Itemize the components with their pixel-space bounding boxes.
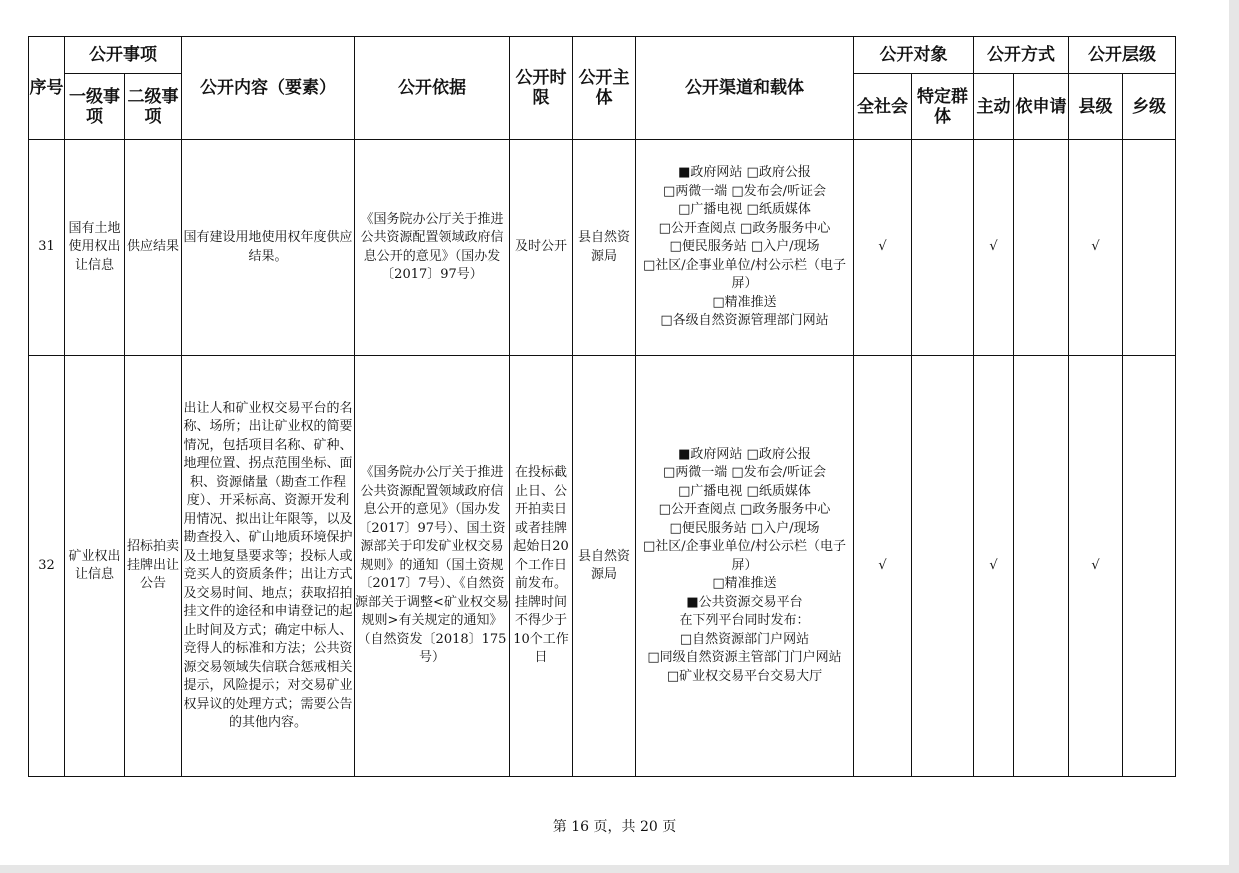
channel-item: □社区/企事业单位/村公示栏（电子屏） (642, 257, 847, 292)
header-target-specific: 特定群体 (912, 74, 974, 140)
table-row (29, 356, 1176, 777)
channel-item: □矿业权交易平台交易大厅 (666, 668, 823, 684)
channel-item: □精准推送 (712, 576, 777, 592)
row-time-limit: 在投标截止日、公开拍卖日或者挂牌起始日20个工作日前发布。挂牌时间不得少于10个工作日 (510, 356, 573, 777)
row-level-town (1123, 356, 1176, 777)
row-level2: 供应结果 (125, 140, 182, 356)
row-subject: 县自然资源局 (573, 356, 636, 777)
channel-item: □精准推送 (712, 294, 777, 310)
row-level2: 招标拍卖挂牌出让公告 (125, 356, 182, 777)
header-subject: 公开主体 (573, 37, 636, 140)
channel-item: □各级自然资源管理部门网站 (660, 313, 829, 329)
row-method-active: √ (974, 140, 1014, 356)
row-content: 国有建设用地使用权年度供应结果。 (182, 140, 355, 356)
row-method-apply (1014, 356, 1069, 777)
channel-item: □便民服务站 □入户/现场 (669, 239, 820, 255)
channel-item: 在下列平台同时发布： (679, 613, 810, 629)
header-method-active: 主动 (974, 74, 1014, 140)
row-method-active: √ (974, 356, 1014, 777)
row-channels (636, 140, 854, 356)
row-level-county: √ (1069, 140, 1123, 356)
header-matter: 公开事项 (65, 37, 182, 74)
row-seq: 31 (29, 140, 65, 356)
header-level-county: 县级 (1069, 74, 1123, 140)
row-basis: 《国务院办公厅关于推进公共资源配置领域政府信息公开的意见》（国办发〔2017〕97号） (355, 140, 510, 356)
row-level-town (1123, 140, 1176, 356)
channel-item: □公开查阅点 □政务服务中心 (658, 220, 831, 236)
row-subject: 县自然资源局 (573, 140, 636, 356)
channel-item: □两微一端 □发布会/听证会 (662, 183, 827, 199)
row-time-limit: 及时公开 (510, 140, 573, 356)
row-target-all: √ (854, 356, 912, 777)
header-content: 公开内容（要素） (182, 37, 355, 140)
header-method: 公开方式 (974, 37, 1069, 74)
header-seq: 序号 (29, 37, 65, 140)
channel-item: ■政府网站 □政府公报 (678, 446, 811, 462)
disclosure-table (28, 36, 1176, 777)
channel-item: □广播电视 □纸质媒体 (678, 483, 811, 499)
header-time-limit: 公开时限 (510, 37, 573, 140)
channel-item: □广播电视 □纸质媒体 (678, 202, 811, 218)
channel-item: □同级自然资源主管部门门户网站 (647, 650, 842, 666)
channel-item: □两微一端 □发布会/听证会 (662, 465, 827, 481)
table-row (29, 140, 1176, 356)
header-basis: 公开依据 (355, 37, 510, 140)
header-level2: 二级事项 (125, 74, 182, 140)
row-basis: 《国务院办公厅关于推进公共资源配置领域政府信息公开的意见》（国办发〔2017〕97号）、国土资源部关于印发矿业权交易规则》的通知（国土资规〔2017〕7号）、《自然资源部关于调整<矿业权交易规则>有关规定的通知》（自然资发〔2018〕175号） (355, 356, 510, 777)
channel-item: □社区/企事业单位/村公示栏（电子屏） (642, 539, 847, 573)
row-level-county: √ (1069, 356, 1123, 777)
header-level-town: 乡级 (1123, 74, 1176, 140)
header-level1: 一级事项 (65, 74, 125, 140)
channel-item: ■政府网站 □政府公报 (678, 165, 811, 181)
row-target-all: √ (854, 140, 912, 356)
row-level1: 矿业权出让信息 (65, 356, 125, 777)
row-channels (636, 356, 854, 777)
row-content: 出让人和矿业权交易平台的名称、场所；出让矿业权的简要情况，包括项目名称、矿种、地理位置、拐点范围坐标、面积、资源储量（勘查工作程度）、开采标高、资源开发利用情况、拟出让年限等，以及勘查投入、矿山地质环境保护及土地复垦要求等；投标人或竞买人的资质条件；出让方式及交易时间、地点；获取招拍挂文件的途径和申请登记的起止时间及方式；确定中标人、竞得人的标准和方法；公共资源交易领域失信联合惩戒相关提示，风险提示；对交易矿业权异议的处理方式；需要公告的其他内容。 (182, 356, 355, 777)
row-seq: 32 (29, 356, 65, 777)
channel-item: □便民服务站 □入户/现场 (669, 520, 820, 536)
row-target-specific (912, 356, 974, 777)
header-channel: 公开渠道和载体 (636, 37, 854, 140)
channel-item: □公开查阅点 □政务服务中心 (658, 502, 831, 518)
header-target: 公开对象 (854, 37, 974, 74)
channel-item: ■公共资源交易平台 (686, 594, 803, 610)
row-target-specific (912, 140, 974, 356)
row-method-apply (1014, 140, 1069, 356)
row-level1: 国有土地使用权出让信息 (65, 140, 125, 356)
header-method-apply: 依申请 (1014, 74, 1069, 140)
page-footer: 第 16 页，共 20 页 (552, 819, 677, 835)
channel-item: □自然资源部门户网站 (679, 631, 810, 647)
header-level: 公开层级 (1069, 37, 1176, 74)
header-target-all: 全社会 (854, 74, 912, 140)
